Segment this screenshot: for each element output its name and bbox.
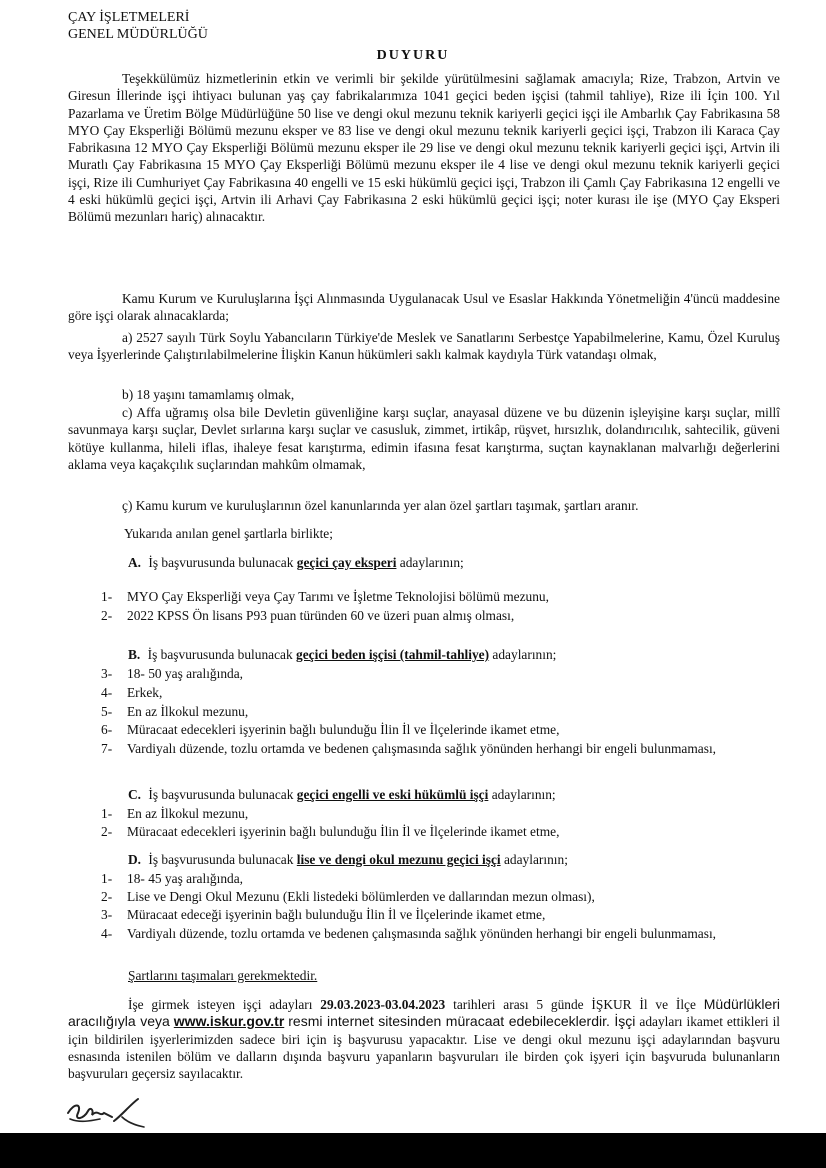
- organization-name: [68, 9, 208, 43]
- list-text: En az İlkokul mezunu,: [127, 704, 249, 719]
- list-item: [101, 607, 781, 624]
- list-item: [101, 740, 781, 757]
- list-item: [101, 870, 781, 887]
- application-dates: 29.03.2023-03.04.2023: [320, 997, 446, 1012]
- section-b-pre: İş başvurusunda bulunacak: [147, 647, 293, 662]
- list-item: [101, 925, 781, 942]
- list-item: [101, 721, 781, 738]
- regulation-paragraph: Kamu Kurum ve Kuruluşlarına İşçi Alınmasında Uygulanacak Usul ve Esaslar Hakkında Yönetmeliğin 4'üncü maddesine göre işçi olarak alınacaklarda;: [68, 291, 780, 324]
- list-item: [101, 906, 781, 923]
- document-title: DUYURU: [376, 48, 450, 63]
- list-item: [101, 888, 781, 905]
- section-d-letter: D.: [128, 852, 142, 867]
- section-a-emphasis: geçici çay eksperi: [296, 555, 397, 570]
- condition-cc: ç) Kamu kurum ve kuruluşlarının özel kanunlarında yer alan özel şartları taşımak, şartları aranır.: [122, 498, 639, 513]
- list-number: 7-: [101, 741, 113, 756]
- section-b-letter: B.: [128, 647, 141, 662]
- section-b-post: adaylarının;: [492, 647, 557, 662]
- list-text: 18- 45 yaş aralığında,: [127, 871, 244, 886]
- list-text: Müracaat edecekleri işyerinin bağlı bulunduğu İlin İl ve İlçelerinde ikamet etme,: [127, 824, 560, 839]
- section-a-letter: A.: [128, 555, 142, 570]
- list-text: Vardiyalı düzende, tozlu ortamda ve bedenen çalışmasında sağlık yönünden herhangi bir engeli bulunmaması,: [127, 926, 717, 941]
- list-text: Erkek,: [127, 685, 163, 700]
- list-text: Müracaat edeceği işyerinin bağlı bulunduğu İlin İl ve İlçelerinde ikamet etme,: [127, 907, 546, 922]
- list-text: 2022 KPSS Ön lisans P93 puan türünden 60 ve üzeri puan almış olması,: [127, 608, 515, 623]
- list-number: 6-: [101, 722, 113, 737]
- list-number: 2-: [101, 889, 113, 904]
- section-b-heading: [128, 646, 556, 663]
- section-c-letter: C.: [128, 787, 142, 802]
- scan-bottom-border: [0, 1133, 826, 1168]
- list-item: [101, 805, 781, 822]
- list-number: 1-: [101, 589, 113, 604]
- section-d-heading: [128, 851, 568, 868]
- intro-paragraph: Teşekkülümüz hizmetlerinin etkin ve verimli bir şekilde yürütülmesini sağlamak amacıyla; Rize, Trabzon, Artvin ve Giresun İllerinde işçi ihtiyacı bulunan yaş çay fabrikalarımıza 1041 geçici beden işçisi (tahmil tahliye), Rize ili İçin 100. Yıl Pazarlama ve Üretim Bölge Müdürlüğüne 50 lise ve dengi okul mezunu teknik kariyerli geçici işçi ile Ambarlık Çay Fabrikasına 58 MYO Çay Eksperliği Bölümü mezunu eksper ve 83 lise ve dengi okul mezunu teknik kariyerli geçici işçi, Trabzon ili Karaca Çay Fabrikasına 12 MYO Çay Eksperliği Bölümü mezunu eksper ile 29 lise ve dengi okul mezunu teknik kariyerli geçici işçi, Artvin ili Muratlı Çay Fabrikasına 15 MYO Çay Eksperliği Bölümü mezunu eksper ile 4 lise ve dengi okul mezunu teknik kariyerli geçici işçi, Rize ili Cumhuriyet Çay Fabrikasına 40 engelli ve 15 eski hükümlü geçici işçi, Trabzon ili Çamlı Çay Fabrikasına 12 engelli ve 4 eski hükümlü geçici işçi, Artvin ili Arhavi Çay Fabrikasına 2 eski hükümlü geçici işçi; noter kurası ile işe (MYO Çay Eksperi Bölümü mezunları hariç) alınacaktır.: [68, 71, 780, 225]
- list-text: MYO Çay Eksperliği veya Çay Tarımı ve İşletme Teknolojisi bölümü mezunu,: [127, 589, 549, 604]
- application-paragraph: [68, 996, 780, 1082]
- section-c-heading: [128, 786, 556, 803]
- section-a-post: adaylarının;: [399, 555, 464, 570]
- section-c-post: adaylarının;: [491, 787, 556, 802]
- list-number: 1-: [101, 806, 113, 821]
- list-number: 1-: [101, 871, 113, 886]
- application-mid: tarihleri arası 5 günde İŞKUR İl ve İlçe: [453, 997, 696, 1012]
- application-pre: İşe girmek isteyen işçi adayları: [128, 997, 313, 1012]
- section-d-pre: İş başvurusunda bulunacak: [148, 852, 294, 867]
- organization-line-2: GENEL MÜDÜRLÜĞÜ: [68, 27, 208, 42]
- list-text: Müracaat edecekleri işyerinin bağlı bulunduğu İlin İl ve İlçelerinde ikamet etme,: [127, 722, 560, 737]
- section-c-pre: İş başvurusunda bulunacak: [148, 787, 294, 802]
- section-c-emphasis: geçici engelli ve eski hükümlü işçi: [296, 787, 489, 802]
- condition-a: a) 2527 sayılı Türk Soylu Yabancıların Türkiye'de Meslek ve Sanatlarını Serbestçe Yapabilmelerine, Kamu, Özel Kuruluş veya İşyerlerinde Çalıştırılabilmelerine İlişkin Kanun hükümleri saklı kalmak kaydıyla Türk vatandaşı olmak,: [68, 330, 780, 363]
- list-item: [101, 588, 781, 605]
- application-line2-pre: Müdürlükleri aracılığıyla veya: [68, 996, 781, 1030]
- list-item: [101, 665, 781, 682]
- list-number: 3-: [101, 666, 113, 681]
- list-number: 2-: [101, 824, 113, 839]
- general-conditions-text: Yukarıda anılan genel şartlarla birlikte;: [124, 526, 333, 541]
- section-d-post: adaylarının;: [503, 852, 568, 867]
- list-number: 4-: [101, 685, 113, 700]
- list-item: [101, 684, 781, 701]
- list-number: 5-: [101, 704, 113, 719]
- list-number: 2-: [101, 608, 113, 623]
- list-text: Vardiyalı düzende, tozlu ortamda ve bedenen çalışmasında sağlık yönünden herhangi bir engeli bulunmaması,: [127, 741, 717, 756]
- requirement-text: Şartlarını taşımaları gerekmektedir.: [128, 968, 318, 983]
- handwritten-signature: [64, 1095, 154, 1133]
- list-text: Lise ve Dengi Okul Mezunu (Ekli listedeki bölümlerden ve dallarından mezun olması),: [127, 889, 595, 904]
- section-a-pre: İş başvurusunda bulunacak: [148, 555, 294, 570]
- section-b-emphasis: geçici beden işçisi (tahmil-tahliye): [296, 647, 490, 662]
- list-number: 4-: [101, 926, 113, 941]
- condition-c: c) Affa uğramış olsa bile Devletin güvenliğine karşı suçlar, anayasal düzene ve bu düzenin işleyişine karşı suçlar, millî savunmaya karşı suçlar, Devlet sırlarına karşı suçlar ve casusluk, zimmet, irtikâp, rüşvet, hırsızlık, dolandırıcılık, sahtecilik, güveni kötüye kullanma, hileli iflas, ihaleye fesat karıştırma, edimin ifasına fesat karıştırma, suçtan kaynaklanan malvarlığı değerlerini aklama veya kaçakçılık suçlarından mahkûm olmamak,: [68, 405, 780, 472]
- organization-line-1: ÇAY İŞLETMELERİ: [68, 10, 190, 25]
- section-d-emphasis: lise ve dengi okul mezunu geçici işçi: [296, 852, 501, 867]
- application-rest: adayları ikamet ettikleri il için bildirilen işyerlerimizden sadece biri için iş başvurusu yapacaktır. Lise ve dengi okul mezunu işçi adaylarından başvuru esnasında istenilen bölüm ve dalların dışında başvuru yapanların başvuruları ile birden çok işyeri için başvuruda bulunanların başvuruları geçersiz sayılacaktır.: [68, 1014, 781, 1082]
- section-a-heading: [128, 554, 464, 571]
- list-item: [101, 823, 781, 840]
- list-number: 3-: [101, 907, 113, 922]
- condition-b: b) 18 yaşını tamamlamış olmak,: [122, 387, 295, 402]
- list-text: 18- 50 yaş aralığında,: [127, 666, 244, 681]
- list-text: En az İlkokul mezunu,: [127, 806, 249, 821]
- requirement-note: [128, 967, 317, 984]
- list-item: [101, 703, 781, 720]
- iskur-url[interactable]: www.iskur.gov.tr: [173, 1013, 285, 1030]
- application-line2-post: resmi internet sitesinden müracaat edebileceklerdir. İşçi: [288, 1013, 636, 1030]
